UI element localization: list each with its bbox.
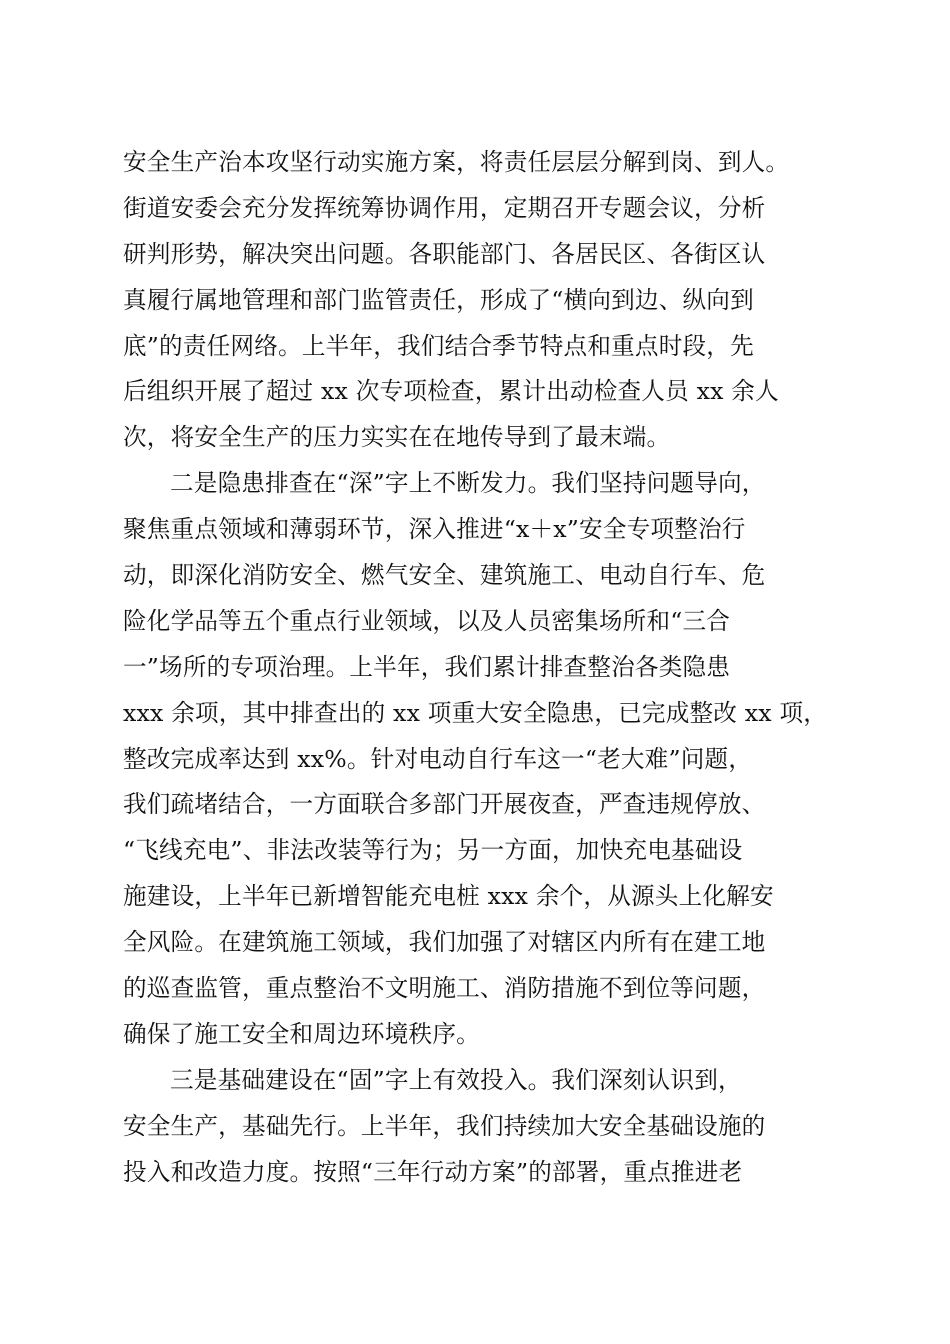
- text-line: 安全生产，基础先行。上半年，我们持续加大安全基础设施的: [123, 1111, 766, 1140]
- text-line: 我们疏堵结合，一方面联合多部门开展夜查，严查违规停放、: [123, 790, 766, 819]
- text-line: 次，将安全生产的压力实实在在地传导到了最末端。: [123, 423, 671, 452]
- text-line: 三是基础建设在“固”字上有效投入。我们深刻认识到，: [170, 1065, 742, 1094]
- text-line: 后组织开展了超过 xx 次专项检查，累计出动检查人员 xx 余人: [123, 377, 779, 406]
- paragraph-1: [123, 140, 833, 461]
- document-body: [123, 140, 833, 1195]
- text-line: 投入和改造力度。按照“三年行动方案”的部署，重点推进老: [123, 1157, 743, 1186]
- paragraph-3: [123, 1058, 833, 1196]
- text-line: 底”的责任网络。上半年，我们结合季节特点和重点时段，先: [123, 331, 754, 360]
- text-line: 施建设，上半年已新增智能充电桩 xxx 余个，从源头上化解安: [123, 882, 774, 911]
- text-line: 全风险。在建筑施工领域，我们加强了对辖区内所有在建工地: [123, 928, 766, 957]
- text-line: 确保了施工安全和周边环境秩序。: [123, 1019, 480, 1048]
- text-line: 二是隐患排查在“深”字上不断发力。我们坚持问题导向，: [170, 469, 766, 498]
- text-line: “飞线充电”、非法改装等行为；另一方面，加快充电基础设: [123, 836, 743, 865]
- paragraph-2: [123, 461, 833, 1058]
- text-line: 真履行属地管理和部门监管责任，形成了“横向到边、纵向到: [123, 285, 754, 314]
- text-line: 的巡查监管，重点整治不文明施工、消防措施不到位等问题，: [123, 974, 766, 1003]
- text-line: 整改完成率达到 xx%。针对电动自行车这一“老大难”问题，: [123, 744, 753, 773]
- text-line: 街道安委会充分发挥统筹协调作用，定期召开专题会议，分析: [123, 193, 766, 222]
- text-line: 动，即深化消防安全、燃气安全、建筑施工、电动自行车、危: [123, 561, 766, 590]
- text-line: 聚焦重点领域和薄弱环节，深入推进“x＋x”安全专项整治行: [123, 515, 746, 544]
- text-line: 险化学品等五个重点行业领域，以及人员密集场所和“三合: [123, 606, 731, 635]
- text-line: xxx 余项，其中排查出的 xx 项重大安全隐患，已完成整改 xx 项，: [123, 698, 828, 727]
- text-line: 一”场所的专项治理。上半年，我们累计排查整治各类隐患: [123, 652, 731, 681]
- text-line: 安全生产治本攻坚行动实施方案，将责任层层分解到岗、到人。: [123, 148, 790, 176]
- text-line: 研判形势，解决突出问题。各职能部门、各居民区、各街区认: [123, 239, 766, 268]
